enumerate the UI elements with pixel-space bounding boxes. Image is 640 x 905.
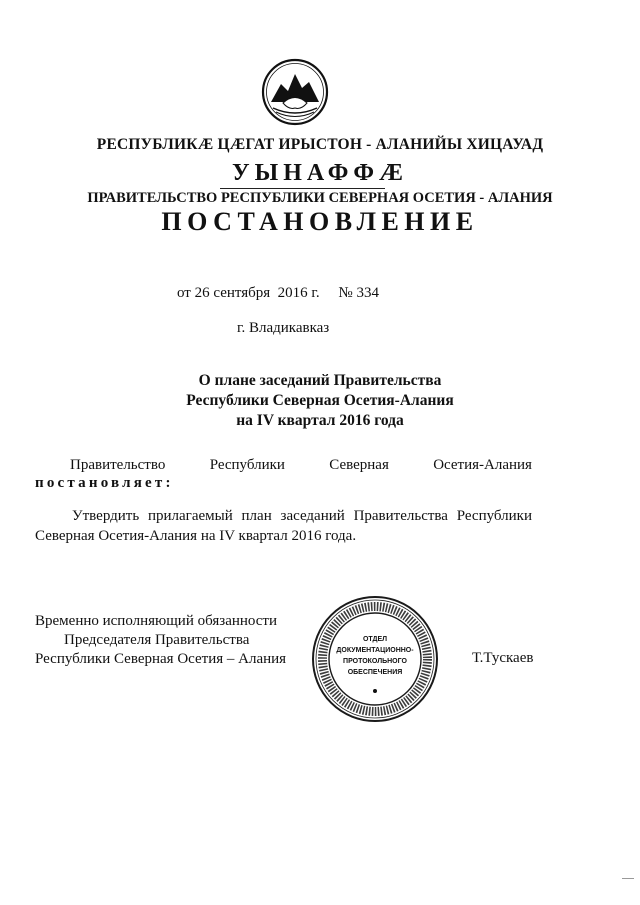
ossetian-resolution-title: УЫНАФФӔ [232, 160, 408, 186]
decree-word: Правительство [70, 457, 166, 473]
decree-subject [70, 457, 532, 474]
scan-mark [622, 878, 634, 879]
government-title: ПРАВИТЕЛЬСТВО РЕСПУБЛИКИ СЕВЕРНАЯ ОСЕТИЯ - АЛАНИЯ [87, 190, 553, 206]
decree-word: Осетия-Алания [433, 457, 532, 473]
official-seal-stamp [311, 595, 439, 723]
signatory-line: Республики Северная Осетия – Алания [35, 651, 287, 667]
signatory-line: Председателя Правительства [64, 632, 250, 648]
document-title-line: Республики Северная Осетия-Алания [186, 392, 454, 409]
seal-text-line: ОТДЕЛ [362, 636, 388, 643]
decree-word: Республики [209, 457, 285, 473]
signatory-line: Временно исполняющий обязанности [35, 613, 278, 629]
seal-text-line: ДОКУМЕНТАЦИОННО- [336, 647, 414, 654]
decree-word: Северная [329, 457, 389, 473]
resolution-title: ПОСТАНОВЛЕНИЕ [161, 207, 479, 236]
document-title-line: О плане заседаний Правительства [198, 372, 442, 389]
document-title [0, 371, 640, 431]
date-and-number: от 26 сентября 2016 г. № 334 [177, 285, 379, 301]
seal-text-line: ОБЕСПЕЧЕНИЯ [347, 669, 403, 676]
signer-name: Т.Тускаев [472, 650, 534, 666]
document-title-line: на IV квартал 2016 года [236, 412, 404, 429]
header-divider [220, 188, 385, 189]
ossetian-government-title: РЕСПУБЛИКӔ ЦӔГАТ ИРЫСТОН - АЛАНИЙЫ ХИЦАУАД [96, 136, 544, 153]
coat-of-arms-emblem [261, 58, 329, 126]
seal-text-line: ПРОТОКОЛЬНОГО [343, 658, 407, 665]
city: г. Владикавказ [237, 320, 330, 336]
decree-verb: постановляет: [35, 475, 174, 491]
signatory-position [35, 612, 286, 669]
body-paragraph: Утвердить прилагаемый план заседаний Правительства Республики Северная Осетия-Алания на IV квартал 2016 года. [35, 508, 532, 544]
